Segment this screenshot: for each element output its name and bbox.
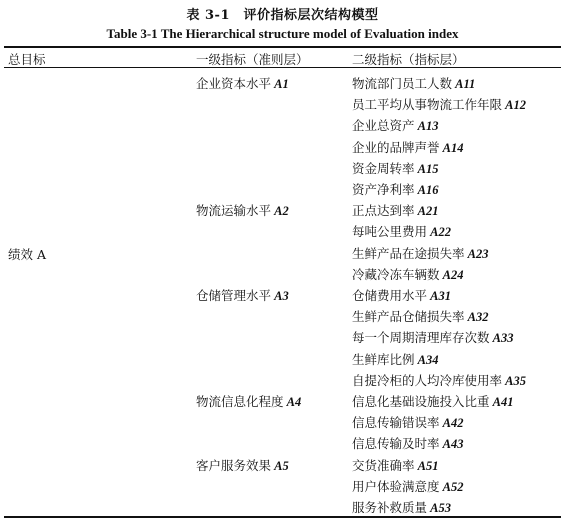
level1-indicator-code: A5 — [271, 458, 289, 473]
level2-indicator — [352, 244, 488, 262]
level1-indicator — [196, 201, 289, 219]
top-rule — [4, 46, 561, 48]
level2-indicator-label: 物流部门员工人数 — [352, 76, 453, 91]
level2-indicator-label: 冷藏冷冻车辆数 — [352, 266, 440, 282]
level2-indicator-label: 资金周转率 — [352, 160, 415, 176]
level2-indicator-code: A52 — [439, 479, 464, 494]
level2-indicator — [352, 180, 438, 198]
level2-indicator — [352, 74, 475, 92]
header-level2: 二级指标（指标层） — [352, 52, 465, 67]
level2-indicator-code: A24 — [439, 267, 464, 282]
level2-indicator-label: 生鲜产品在途损失率 — [352, 245, 465, 261]
level2-indicator-label: 企业的品牌声誉 — [352, 139, 440, 155]
bottom-rule — [4, 516, 561, 518]
table-caption-english: Table 3-1 The Hierarchical structure model of Evaluation index — [106, 26, 459, 41]
level2-indicator-label: 资产净利率 — [352, 182, 415, 197]
level2-indicator — [352, 159, 438, 177]
level2-indicator-code: A51 — [414, 458, 439, 473]
level1-indicator-label: 仓储管理水平 — [196, 288, 272, 303]
level1-indicator-code: A1 — [271, 77, 289, 91]
table-caption-chinese: 表 3-1 评价指标层次结构模型 — [186, 8, 379, 23]
level2-indicator — [352, 286, 451, 304]
header-level1: 一级指标（准则层） — [196, 52, 309, 67]
level2-indicator-label: 员工平均从事物流工作年限 — [352, 97, 503, 113]
level1-indicator-code: A4 — [283, 395, 302, 409]
level2-indicator-code: A42 — [439, 416, 464, 431]
level1-indicator-label: 企业资本水平 — [196, 76, 272, 91]
level2-indicator — [352, 498, 451, 516]
header-goal: 总目标 — [8, 52, 46, 67]
level2-indicator-label: 信息化基础设施投入比重 — [352, 394, 490, 409]
level1-indicator-label: 物流运输水平 — [196, 203, 272, 219]
level2-indicator-code: A14 — [439, 140, 464, 155]
level2-indicator-code: A23 — [464, 246, 489, 261]
level2-indicator-code: A43 — [439, 437, 464, 452]
level2-indicator-label: 企业总资产 — [352, 118, 415, 134]
level2-indicator-code: A33 — [489, 331, 514, 346]
level1-indicator — [196, 456, 289, 474]
level2-indicator-label: 每一个周期清理库存次数 — [352, 330, 490, 346]
level2-indicator-code: A21 — [414, 204, 439, 219]
level2-indicator-label: 每吨公里费用 — [352, 224, 428, 240]
level2-indicator-code: A16 — [414, 183, 439, 197]
level2-indicator-label: 交货准确率 — [352, 457, 415, 473]
level2-indicator-code: A15 — [414, 161, 439, 176]
level2-indicator — [352, 138, 463, 156]
level2-indicator-label: 正点达到率 — [352, 203, 415, 219]
level2-indicator-code: A53 — [427, 501, 451, 515]
level2-indicator — [352, 456, 438, 474]
level2-indicator — [352, 265, 463, 283]
level1-indicator-code: A2 — [271, 204, 289, 219]
level2-indicator-code: A35 — [502, 373, 526, 388]
level2-indicator-code: A12 — [502, 98, 526, 113]
level2-indicator — [352, 116, 438, 134]
level2-indicator-code: A31 — [427, 289, 451, 303]
level2-indicator-label: 用户体验满意度 — [352, 478, 440, 494]
level2-indicator-label: 服务补救质量 — [352, 500, 428, 515]
level2-indicator-label: 信息传输错误率 — [352, 415, 440, 431]
level2-indicator-code: A13 — [414, 119, 439, 134]
header-rule — [4, 67, 561, 68]
level2-indicator — [352, 95, 526, 113]
level1-indicator — [196, 74, 289, 92]
level1-indicator — [196, 392, 301, 410]
level2-indicator-code: A11 — [452, 77, 476, 91]
level2-indicator-code: A34 — [414, 352, 439, 367]
level1-indicator — [196, 286, 289, 304]
level2-indicator-code: A32 — [464, 310, 489, 325]
level2-indicator — [352, 434, 463, 452]
level2-indicator — [352, 222, 451, 240]
level2-indicator — [352, 413, 463, 431]
level1-indicator-label: 物流信息化程度 — [196, 394, 284, 409]
level2-indicator — [352, 328, 513, 346]
level2-indicator-code: A41 — [489, 395, 514, 409]
level2-indicator — [352, 201, 438, 219]
level2-indicator — [352, 350, 438, 368]
level2-indicator — [352, 371, 526, 389]
level1-indicator-code: A3 — [271, 289, 289, 303]
level1-indicator-label: 客户服务效果 — [196, 457, 272, 473]
goal-cell: 绩效 A — [8, 247, 47, 262]
level2-indicator-label: 信息传输及时率 — [352, 436, 440, 452]
level2-indicator — [352, 477, 463, 495]
level2-indicator-label: 生鲜产品仓储损失率 — [352, 309, 465, 325]
level2-indicator — [352, 392, 513, 410]
level2-indicator-label: 生鲜库比例 — [352, 351, 415, 367]
level2-indicator-code: A22 — [427, 225, 451, 240]
level2-indicator — [352, 307, 488, 325]
level2-indicator-label: 自提冷柜的人均冷库使用率 — [352, 372, 503, 388]
level2-indicator-label: 仓储费用水平 — [352, 288, 428, 303]
